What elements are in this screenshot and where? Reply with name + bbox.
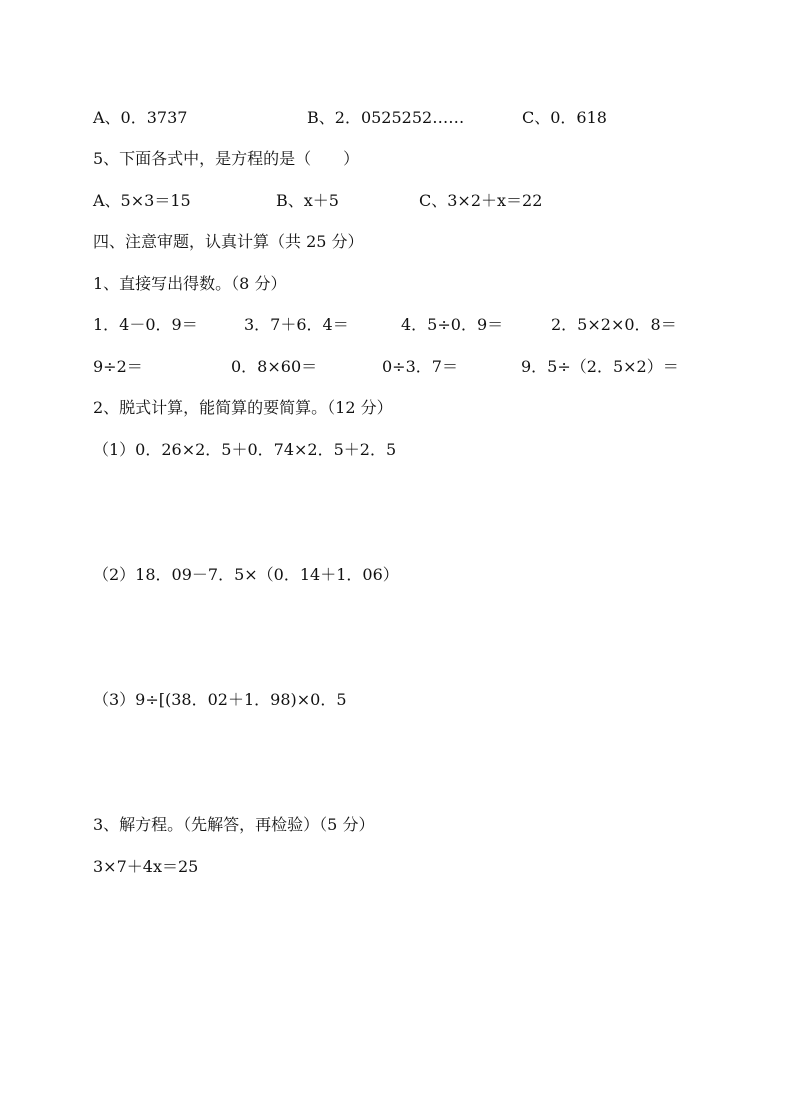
oral-calc-item: 2．5×2×0．8＝ [551,315,677,334]
q5-option-c: C、3×2＋x＝22 [419,191,543,210]
q4-option-a: A、0．3737 [93,108,188,127]
oral-calc-item: 4．5÷0．9＝ [401,315,504,334]
part2-title: 2、脱式计算，能简算的要简算。（12 分） [93,398,393,417]
q5-option-a: A、5×3＝15 [93,191,191,210]
oral-calc-item: 0．8×60＝ [231,357,318,376]
part3-title: 3、解方程。（先解答，再检验）（5 分） [93,815,375,834]
step-calc-item-1: （1）0．26×2．5＋0．74×2．5＋2．5 [93,440,397,459]
oral-calc-item: 1．4－0．9＝ [93,315,198,334]
step-calc-item-2: （2）18．09－7．5×（0．14＋1．06） [93,565,399,584]
oral-calc-row-1 [0,315,790,335]
q5-question: 5、下面各式中，是方程的是（ ） [93,149,360,168]
q5-options-row [0,191,790,211]
oral-calc-row-2 [0,357,790,377]
step-calc-item-3: （3）9÷[(38．02＋1．98)×0．5 [93,690,347,709]
q5-option-b: B、x＋5 [276,191,339,210]
oral-calc-item: 0÷3．7＝ [382,357,458,376]
part1-title: 1、直接写出得数。（8 分） [93,274,287,293]
q4-options-row [0,108,790,128]
q4-option-b: B、2．0525252…… [307,108,465,127]
q4-option-c: C、0．618 [522,108,607,127]
oral-calc-item: 9．5÷（2．5×2）＝ [521,357,679,376]
section-heading: 四、注意审题，认真计算（共 25 分） [93,232,364,251]
equation: 3×7＋4x＝25 [93,857,199,876]
oral-calc-item: 3．7＋6．4＝ [244,315,349,334]
oral-calc-item: 9÷2＝ [93,357,143,376]
